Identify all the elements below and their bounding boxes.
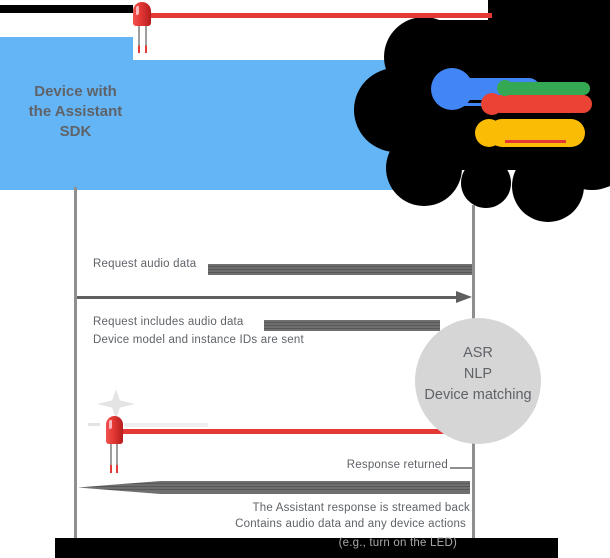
- asr-circle-line3: Device matching: [424, 387, 532, 403]
- response-note-3: (e.g., turn on the LED): [338, 537, 457, 549]
- google-logo-yellow-red-line: [505, 140, 566, 143]
- response-label-line: [450, 467, 472, 469]
- led-glow-streak: [124, 423, 208, 427]
- led-wire-bottom: [120, 429, 445, 434]
- google-logo-blue-circle: [431, 68, 473, 110]
- led-leg-top-left: [138, 26, 140, 53]
- request-arrowhead-icon: [456, 291, 472, 303]
- led-wire-top: [147, 13, 492, 18]
- led-glow-ray: [88, 423, 100, 426]
- asr-circle-line2: NLP: [463, 366, 493, 382]
- asr-circle: [415, 318, 541, 444]
- request-note-1: Request includes audio data: [93, 316, 244, 328]
- device-box-line3: SDK: [59, 123, 92, 140]
- device-box-line2: the Assistant: [28, 103, 123, 120]
- asr-circle-line1: ASR: [463, 345, 493, 361]
- led-glow-icon: [97, 389, 135, 419]
- led-leg-bottom-left: [110, 444, 112, 473]
- device-box-line1: Device with: [34, 83, 117, 100]
- led-highlight: [136, 6, 139, 16]
- led-highlight-2: [109, 420, 112, 430]
- request-label: Request audio data: [93, 258, 197, 270]
- request-stream-bar: [208, 264, 472, 275]
- request-stream-bar-2: [264, 320, 440, 331]
- top-black-band: [0, 5, 133, 13]
- google-logo-red-streak: [492, 95, 592, 113]
- google-logo-yellow-circle: [475, 119, 503, 147]
- led-icon-bottom: [106, 416, 123, 444]
- response-note-1: The Assistant response is streamed back: [252, 502, 470, 514]
- led-leg-top-right: [145, 26, 147, 53]
- request-note-2: Device model and instance IDs are sent: [93, 334, 304, 346]
- request-arrow-line: [77, 296, 458, 299]
- led-icon-top: [133, 2, 151, 26]
- google-logo-green-streak: [504, 82, 590, 95]
- google-logo-green-circle: [497, 80, 513, 96]
- device-box-label: [8, 82, 143, 142]
- response-arrow: [78, 481, 470, 494]
- google-logo-red-circle: [481, 93, 503, 115]
- response-note-2: Contains audio data and any device actions: [235, 518, 466, 530]
- response-label: Response returned: [346, 459, 448, 471]
- led-leg-bottom-right: [116, 444, 118, 473]
- device-lifeline: [74, 187, 77, 538]
